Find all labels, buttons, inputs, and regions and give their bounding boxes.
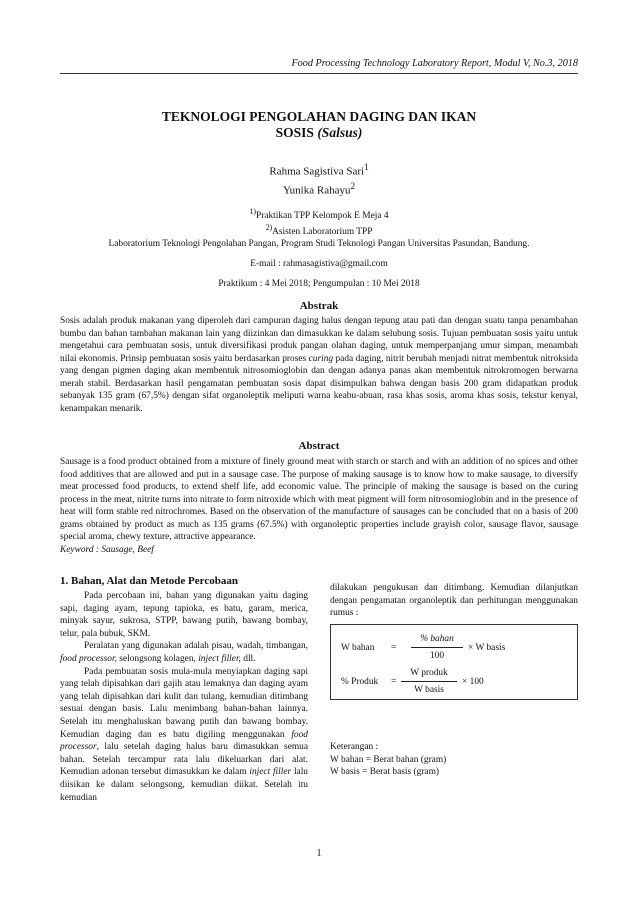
- formula-2-rhs: × 100: [462, 677, 484, 687]
- dates-line: Praktikum : 4 Mei 2018; Pengumpulan : 10 Mei 2018: [218, 279, 420, 289]
- p2-food-processor: food processor,: [60, 653, 117, 664]
- formula-1-rhs: × W basis: [468, 643, 506, 653]
- header-rule: [60, 73, 578, 74]
- affiliation-2-text: Asisten Laboratorium TPP: [272, 227, 373, 238]
- title-line-2-italic: (Salsus): [317, 125, 363, 140]
- affiliation-1-sup: 1): [249, 207, 256, 216]
- affiliation-2: [60, 222, 578, 238]
- formula-2-fraction-bar: [401, 681, 457, 682]
- formula-2-denominator: W basis: [414, 685, 444, 695]
- abstract-keywords: Keyword : Sausage, Beef: [60, 544, 154, 555]
- formula-box: [330, 624, 578, 700]
- p3-text-2: , lalu setelah daging halus baru dimasukkan semua bahan. Setelah tercampur rata lalu dikeluarkan dari alat. Kemudian adonan tersebut dimasukkan ke dalam: [60, 742, 308, 778]
- right-column-paragraph: dilakukan pengukusan dan ditimbang. Kemudian dilanjutkan dengan pengamatan organoleptik dan perhitungan menggunakan rumus :: [330, 583, 578, 619]
- p2-inject-filler: inject filler,: [198, 653, 241, 664]
- formula-2-lhs: % Produk: [341, 677, 379, 687]
- running-header: Food Processing Technology Laboratory Report, Modul V, No.3, 2018: [291, 58, 578, 69]
- paper-title: [60, 109, 578, 141]
- author-1-sup: 1: [364, 162, 369, 172]
- formula-1-lhs: W bahan: [341, 643, 375, 653]
- formula-1-fraction-bar: [411, 647, 463, 648]
- section-1-heading: 1. Bahan, Alat dan Metode Percobaan: [60, 575, 238, 587]
- formula-1-fraction: [411, 633, 463, 663]
- abstrak-body: [60, 315, 578, 415]
- abstrak-text-1: Sosis adalah produk makanan yang diperoleh dari campuran daging halus dengan tepung atau pati dan dengan suatu tanpa penambahan bumbu dan bahan tambahan makanan lain yang diizinkan dan dimasukkan ke dalam selubung sosis. Tujuan pembuatan sosis yaitu untuk mengetahui cara pembuatan sosis, untuk diversifikasi produk pangan olahan daging, untuk memperpanjang umur simpan, menambah nilai ekonomis. Prinsip pembuatan sosis yaitu berdasarkan proses: [60, 316, 578, 364]
- page-number: 1: [316, 848, 322, 859]
- abstract-body: [60, 456, 578, 556]
- author-1-name: Rahma Sagistiva Sari: [269, 165, 365, 178]
- keterangan-line-2: W basis = Berat basis (gram): [330, 767, 439, 778]
- p3-text-1: Pada pembuatan sosis mula-mula menyiapkan daging sapi yang telah dipisahkan dari gajih atau lemaknya dan daging ayam yang telah dipisahkan dari kulit dan tulang, kemudian ditimbang sesuai dengan basis. Lalu menimbang bahan-bahan lainnya. Setelah itu menghaluskan bawang putih dan bawang bombay. Kemudian daging dan es batu digiling menggunakan: [60, 666, 308, 740]
- author-2-name: Yunika Rahayu: [282, 184, 351, 197]
- section-1-paragraph-2: [60, 640, 308, 665]
- formula-2-fraction: [401, 667, 457, 697]
- left-column: [60, 590, 308, 804]
- author-2: [60, 179, 578, 198]
- keterangan-line-1: W bahan = Berat bahan (gram): [330, 754, 447, 765]
- author-2-sup: 2: [350, 180, 356, 191]
- formula-w-bahan: [331, 633, 577, 663]
- keterangan-title: Keterangan :: [330, 742, 379, 752]
- abstract-paragraph: Sausage is a food product obtained from a mixture of finely ground meat with starch or starch and with an addition of no spices and other food additives that are allowed and put in a sausage case. The purpose of making sausage is to know how to make sausage, to diversify meat processed food products, to extend shelf life, add economic value. The principle of making the sausage is based on the curing process in the meat, nitrite turns into nitrate to form nitroxide which with meat pigment will form nitrosomioglobin and in the presence of heat will form stable red nitrochromes. Based on the observation of the manufacture of sausages can be concluded that on a basis of 200 grams obtained by product as much as 135 grams (67.5%) with organoleptic properties include grayish color, sausage flavor, sausage special aroma, chewy texture, attractive appearance.: [60, 457, 578, 542]
- keterangan: [330, 741, 446, 779]
- abstrak-heading: Abstrak: [299, 300, 339, 312]
- abstract-heading: Abstract: [298, 440, 340, 452]
- laboratory-line: Laboratorium Teknologi Pengolahan Pangan, Program Studi Teknologi Pangan Universitas Pasundan, Bandung.: [108, 239, 530, 249]
- author-list: [60, 160, 578, 197]
- affiliation-2-sup: 2): [265, 223, 273, 233]
- section-1-paragraph-3: [60, 666, 308, 805]
- p2-text-3: dll.: [240, 653, 256, 664]
- title-line-2-main: SOSIS: [275, 125, 318, 140]
- formula-persen-produk: [331, 667, 577, 697]
- p3-inject-filler: inject filler: [249, 767, 292, 778]
- formula-1-equals: =: [391, 643, 397, 653]
- formula-1-numerator: % bahan: [420, 634, 454, 644]
- affiliations: [60, 206, 578, 238]
- email-line: E-mail : rahmasagistiva@gmail.com: [250, 259, 388, 269]
- title-line-1: TEKNOLOGI PENGOLAHAN DAGING DAN IKAN: [161, 109, 477, 124]
- p3-text-3: lalu diisikan ke dalam selongsong, kemudian diikat. Setelah itu kemudian: [60, 767, 308, 803]
- p2-text-2: selongsong kolagen,: [116, 653, 199, 664]
- abstrak-paragraph: [60, 315, 578, 415]
- p3-food-processor: food processor: [60, 729, 308, 753]
- abstrak-text-curing: curing: [308, 353, 334, 364]
- section-1-paragraph-1: Pada percobaan ini, bahan yang digunakan yaitu daging sapi, daging ayam, tepung tapioka, es batu, garam, merica, minyak sayur, sukrosa, STPP, bawang putih, bawang bombay, telur, pala bubuk, SKM.: [60, 591, 308, 639]
- affiliation-1-text: Praktikan TPP Kelompok E Meja 4: [255, 211, 389, 222]
- title-line-2: [60, 125, 578, 141]
- right-column: [330, 582, 578, 620]
- author-1: [60, 160, 578, 179]
- affiliation-1: [60, 206, 578, 222]
- abstrak-text-2: pada daging, nitrit berubah menjadi nitrat membentuk nitroksida yang dengan pigmen daging akan membentuk nitrosomioglobin dan dengan adanya panas akan membentuk nitrokromogen berwarna merah stabil. Berdasarkan hasil pengamatan pembuatan sosis dapat disimpulkan bahwa dengan basis 200 gram didapatkan produk sebanyak 135 gram (67,5%) dengan sifat organoleptik meliputi warna keabu-abuan, rasa khas sosis, aroma khas sosis, tekstur kenyal, kenampakan menarik.: [60, 353, 578, 414]
- formula-2-equals: =: [391, 677, 397, 687]
- formula-2-numerator: W produk: [410, 668, 448, 678]
- formula-1-denominator: 100: [429, 651, 445, 661]
- p2-text-1: Peralatan yang digunakan adalah pisau, wadah, timbangan,: [84, 641, 308, 652]
